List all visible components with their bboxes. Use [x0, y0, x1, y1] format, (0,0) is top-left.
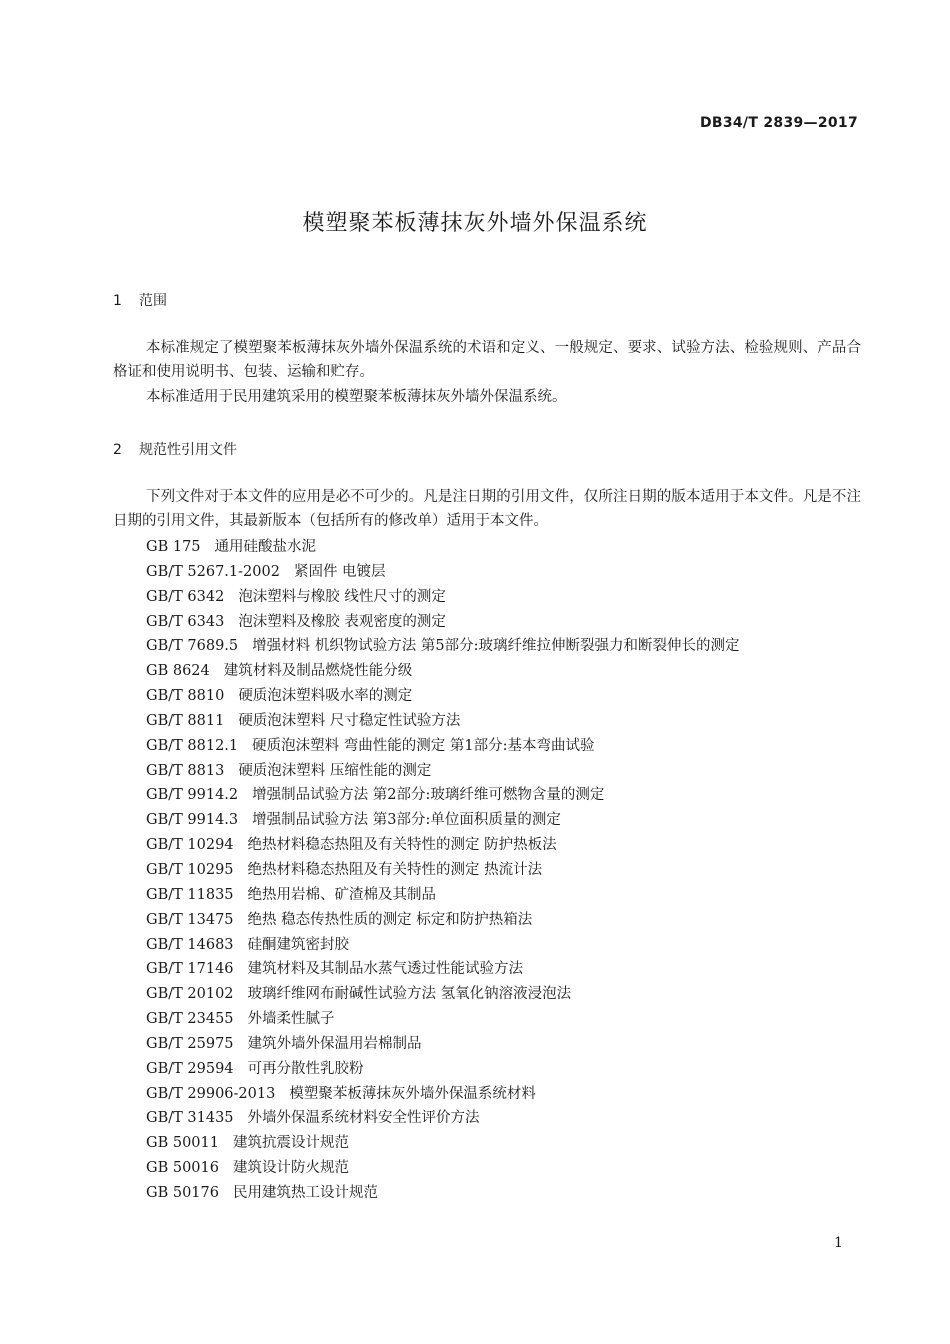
reference-title: 可再分散性乳胶粉: [247, 1060, 364, 1077]
reference-item: [146, 933, 739, 958]
reference-code: GB 50011: [146, 1135, 219, 1152]
reference-title: 外墙柔性腻子: [247, 1011, 335, 1028]
reference-item: [146, 1032, 739, 1057]
reference-title: 泡沫塑料及橡胶 表观密度的测定: [238, 613, 446, 630]
reference-title: 增强制品试验方法 第3部分:单位面积质量的测定: [252, 812, 561, 829]
section-heading-scope: [113, 290, 167, 310]
reference-code: GB/T 14683: [146, 936, 234, 953]
reference-title: 建筑材料及其制品水蒸气透过性能试验方法: [247, 961, 524, 978]
reference-title: 建筑材料及制品燃烧性能分级: [223, 663, 413, 680]
reference-code: GB/T 8810: [146, 688, 225, 705]
reference-code: GB/T 5267.1-2002: [146, 563, 280, 580]
reference-code: GB/T 6342: [146, 588, 225, 605]
reference-code: GB/T 10294: [146, 837, 234, 854]
reference-item: [146, 684, 739, 709]
references-intro-paragraph: 下列文件对于本文件的应用是必不可少的。凡是注日期的引用文件，仅所注日期的版本适用于本文件。凡是不注日期的引用文件，其最新版本（包括所有的修改单）适用于本文件。: [113, 489, 861, 529]
reference-title: 外墙外保温系统材料安全性评价方法: [247, 1110, 480, 1127]
standard-code: DB34/T 2839—2017: [699, 115, 858, 131]
section-title: 规范性引用文件: [139, 442, 237, 458]
reference-code: GB 50016: [146, 1160, 219, 1177]
reference-item: [146, 1057, 739, 1082]
reference-item: [146, 560, 739, 585]
reference-item: [146, 982, 739, 1007]
reference-title: 建筑外墙外保温用岩棉制品: [247, 1035, 422, 1052]
reference-code: GB/T 8813: [146, 762, 225, 779]
reference-title: 增强材料 机织物试验方法 第5部分:玻璃纤维拉伸断裂强力和断裂伸长的测定: [252, 638, 740, 655]
reference-item: [146, 535, 739, 560]
reference-item: [146, 759, 739, 784]
reference-title: 硅酮建筑密封胶: [247, 936, 350, 953]
reference-title: 硬质泡沫塑料 压缩性能的测定: [238, 762, 432, 779]
reference-item: [146, 883, 739, 908]
reference-title: 玻璃纤维网布耐碱性试验方法 氢氧化钠溶液浸泡法: [247, 986, 572, 1003]
reference-item: [146, 783, 739, 808]
reference-item: [146, 1106, 739, 1131]
reference-code: GB/T 9914.2: [146, 787, 239, 804]
reference-title: 增强制品试验方法 第2部分:玻璃纤维可燃物含量的测定: [252, 787, 605, 804]
document-title: 模塑聚苯板薄抹灰外墙外保温系统: [302, 211, 648, 236]
reference-code: GB/T 13475: [146, 911, 234, 928]
section-number: 1: [113, 293, 122, 309]
section-heading-normative-references: [113, 439, 237, 459]
reference-title: 泡沫塑料与橡胶 线性尺寸的测定: [238, 588, 446, 605]
reference-item: [146, 1156, 739, 1181]
reference-code: GB/T 8811: [146, 712, 225, 729]
reference-code: GB/T 20102: [146, 986, 234, 1003]
reference-title: 绝热 稳态传热性质的测定 标定和防护热箱法: [247, 911, 533, 928]
reference-list: [146, 535, 739, 1206]
reference-item: [146, 610, 739, 635]
reference-item: [146, 808, 739, 833]
reference-code: GB/T 7689.5: [146, 638, 239, 655]
reference-code: GB/T 9914.3: [146, 812, 239, 829]
scope-paragraph-1: 本标准规定了模塑聚苯板薄抹灰外墙外保温系统的术语和定义、一般规定、要求、试验方法、检验规则、产品合格证和使用说明书、包装、运输和贮存。: [113, 340, 861, 380]
reference-code: GB 175: [146, 539, 201, 555]
reference-item: [146, 833, 739, 858]
reference-item: [146, 957, 739, 982]
reference-title: 硬质泡沫塑料 尺寸稳定性试验方法: [238, 712, 461, 729]
reference-code: GB/T 17146: [146, 961, 234, 978]
reference-item: [146, 585, 739, 610]
reference-item: [146, 1131, 739, 1156]
reference-title: 建筑设计防火规范: [232, 1160, 349, 1177]
reference-item: [146, 858, 739, 883]
reference-title: 绝热材料稳态热阻及有关特性的测定 热流计法: [247, 861, 543, 878]
reference-title: 硬质泡沫塑料 弯曲性能的测定 第1部分:基本弯曲试验: [252, 737, 595, 754]
reference-title: 建筑抗震设计规范: [232, 1135, 349, 1152]
reference-code: GB/T 8812.1: [146, 737, 239, 754]
reference-item: [146, 734, 739, 759]
reference-title: 绝热材料稳态热阻及有关特性的测定 防护热板法: [247, 837, 557, 854]
reference-item: [146, 1082, 739, 1107]
reference-code: GB/T 29594: [146, 1060, 234, 1077]
reference-title: 绝热用岩棉、矿渣棉及其制品: [247, 886, 437, 903]
reference-code: GB/T 31435: [146, 1110, 234, 1127]
reference-code: GB/T 6343: [146, 613, 225, 630]
reference-item: [146, 659, 739, 684]
reference-code: GB 50176: [146, 1184, 219, 1201]
reference-item: [146, 1181, 739, 1206]
reference-item: [146, 709, 739, 734]
scope-paragraph-2: 本标准适用于民用建筑采用的模塑聚苯板薄抹灰外墙外保温系统。: [146, 389, 567, 405]
reference-title: 通用硅酸盐水泥: [214, 539, 317, 555]
reference-code: GB/T 11835: [146, 886, 234, 903]
reference-title: 模塑聚苯板薄抹灰外墙外保温系统材料: [289, 1085, 536, 1102]
reference-item: [146, 908, 739, 933]
reference-title: 紧固件 电镀层: [293, 563, 386, 580]
reference-item: [146, 634, 739, 659]
page-number: 1: [834, 1235, 843, 1251]
reference-code: GB 8624: [146, 663, 210, 680]
reference-item: [146, 1007, 739, 1032]
reference-code: GB/T 25975: [146, 1035, 234, 1052]
reference-code: GB/T 23455: [146, 1011, 234, 1028]
reference-code: GB/T 29906-2013: [146, 1085, 276, 1102]
reference-title: 硬质泡沫塑料吸水率的测定: [238, 688, 413, 705]
section-title: 范围: [139, 293, 167, 309]
reference-title: 民用建筑热工设计规范: [232, 1184, 378, 1201]
section-number: 2: [113, 442, 122, 458]
reference-code: GB/T 10295: [146, 861, 234, 878]
